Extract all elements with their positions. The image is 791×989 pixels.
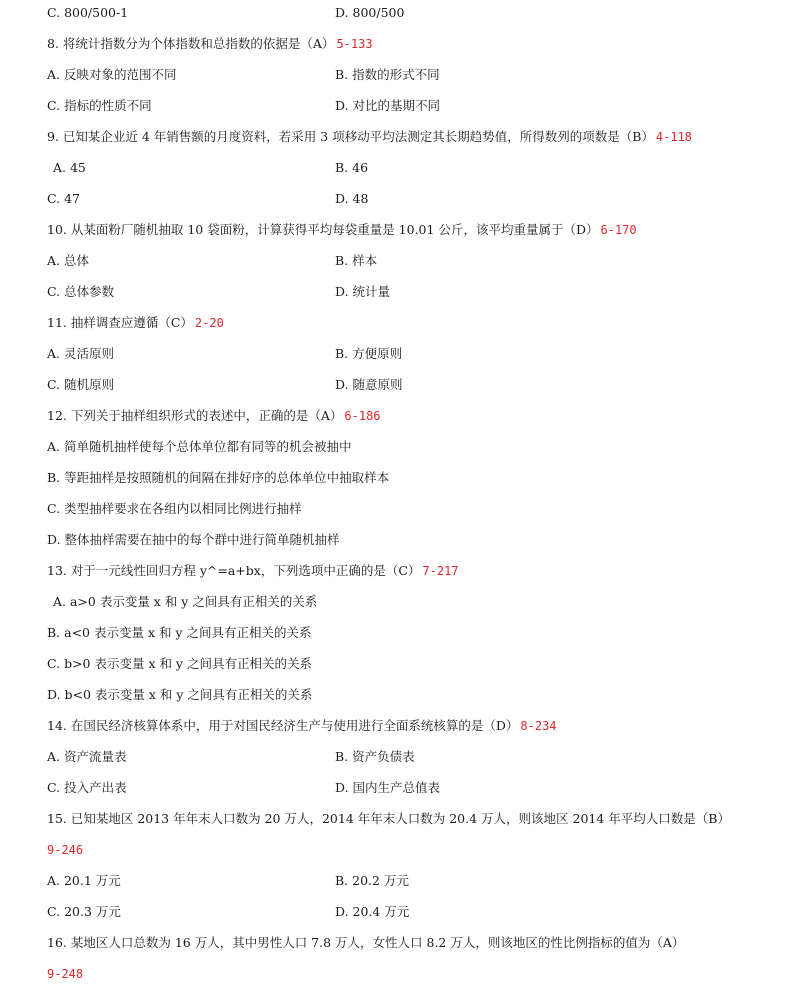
option-d: D. b<0 表示变量 x 和 y 之间具有正相关的关系 — [47, 687, 313, 702]
page-reference — [47, 841, 83, 859]
option-d: D. 20.4 万元 — [335, 904, 410, 919]
question-13 — [47, 562, 459, 580]
option-c: C. 总体参数 — [47, 284, 115, 299]
question-text: 8. 将统计指数分为个体指数和总指数的依据是（A） — [47, 36, 335, 51]
option-d: D. 国内生产总值表 — [335, 780, 441, 795]
option-c: C. 指标的性质不同 — [47, 98, 152, 113]
question-9 — [47, 128, 692, 146]
page-reference: 4-118 — [655, 130, 693, 144]
option-b: B. 46 — [335, 160, 369, 175]
option-b: B. 样本 — [335, 253, 378, 268]
question-10 — [47, 221, 637, 239]
option-a: A. 灵活原则 — [47, 346, 114, 361]
page-reference: 5-133 — [336, 37, 373, 51]
question-14 — [47, 717, 557, 735]
page-reference — [47, 965, 83, 983]
question-text: 9. 已知某企业近 4 年销售额的月度资料，若采用 3 项移动平均法测定其长期趋势值，所得数列的项数是（B） — [47, 129, 654, 144]
option-d: D. 统计量 — [335, 284, 391, 299]
option-c: C. 20.3 万元 — [47, 904, 121, 919]
option-d: D. 对比的基期不同 — [335, 98, 441, 113]
page-reference: 8-234 — [520, 719, 557, 733]
page-reference: 6-186 — [344, 409, 381, 423]
question-8 — [47, 35, 373, 53]
option-a: A. 简单随机抽样使每个总体单位都有同等的机会被抽中 — [47, 439, 352, 454]
page-reference: 6-170 — [600, 223, 637, 237]
option-d: D. 48 — [335, 191, 369, 206]
page-reference-text: 9-246 — [47, 843, 84, 857]
option-b: B. 方便原则 — [335, 346, 403, 361]
option-a: A. 20.1 万元 — [47, 873, 121, 888]
option-b: B. 资产负债表 — [335, 749, 415, 764]
option-c: C. 类型抽样要求在各组内以相同比例进行抽样 — [47, 501, 302, 516]
option-b: B. a<0 表示变量 x 和 y 之间具有正相关的关系 — [47, 625, 312, 640]
question-text: 13. 对于一元线性回归方程 y^=a+bx，下列选项中正确的是（C） — [47, 563, 421, 578]
page-reference: 7-217 — [422, 564, 459, 578]
option-c: C. b>0 表示变量 x 和 y 之间具有正相关的关系 — [47, 656, 312, 671]
question-11 — [47, 314, 224, 332]
question-text: 10. 从某面粉厂随机抽取 10 袋面粉，计算获得平均每袋重量是 10.01 公斤，该平均重量属于（D） — [47, 222, 599, 237]
option-a: A. 资产流量表 — [47, 749, 127, 764]
option-c: C. 47 — [47, 191, 80, 206]
question-12 — [47, 407, 381, 425]
option-a: A. 45 — [53, 160, 86, 175]
question-text: 12. 下列关于抽样组织形式的表述中，正确的是（A） — [47, 408, 343, 423]
option-d: D. 800/500 — [335, 5, 405, 20]
option-d: D. 整体抽样需要在抽中的每个群中进行简单随机抽样 — [47, 532, 340, 547]
option-a: A. 总体 — [47, 253, 89, 268]
option-d: D. 随意原则 — [335, 377, 403, 392]
option-b: B. 指数的形式不同 — [335, 67, 440, 82]
question-15: 15. 已知某地区 2013 年年末人口数为 20 万人，2014 年年末人口数为 20.4 万人，则该地区 2014 年平均人口数是（B） — [47, 811, 730, 826]
question-text: 14. 在国民经济核算体系中，用于对国民经济生产与使用进行全面系统核算的是（D） — [47, 718, 519, 733]
option-b: B. 20.2 万元 — [335, 873, 409, 888]
option-a: A. 反映对象的范围不同 — [47, 67, 177, 82]
option-a: A. a>0 表示变量 x 和 y 之间具有正相关的关系 — [53, 594, 318, 609]
option-c: C. 随机原则 — [47, 377, 115, 392]
question-text: 11. 抽样调查应遵循（C） — [47, 315, 193, 330]
option-b: B. 等距抽样是按照随机的间隔在排好序的总体单位中抽取样本 — [47, 470, 390, 485]
option-c: C. 投入产出表 — [47, 780, 127, 795]
page-reference: 2-20 — [194, 316, 224, 330]
option-c: C. 800/500-1 — [47, 5, 129, 20]
page-reference-text: 9-248 — [47, 967, 84, 981]
question-16: 16. 某地区人口总数为 16 万人，其中男性人口 7.8 万人，女性人口 8.2 万人，则该地区的性比例指标的值为（A） — [47, 935, 685, 950]
